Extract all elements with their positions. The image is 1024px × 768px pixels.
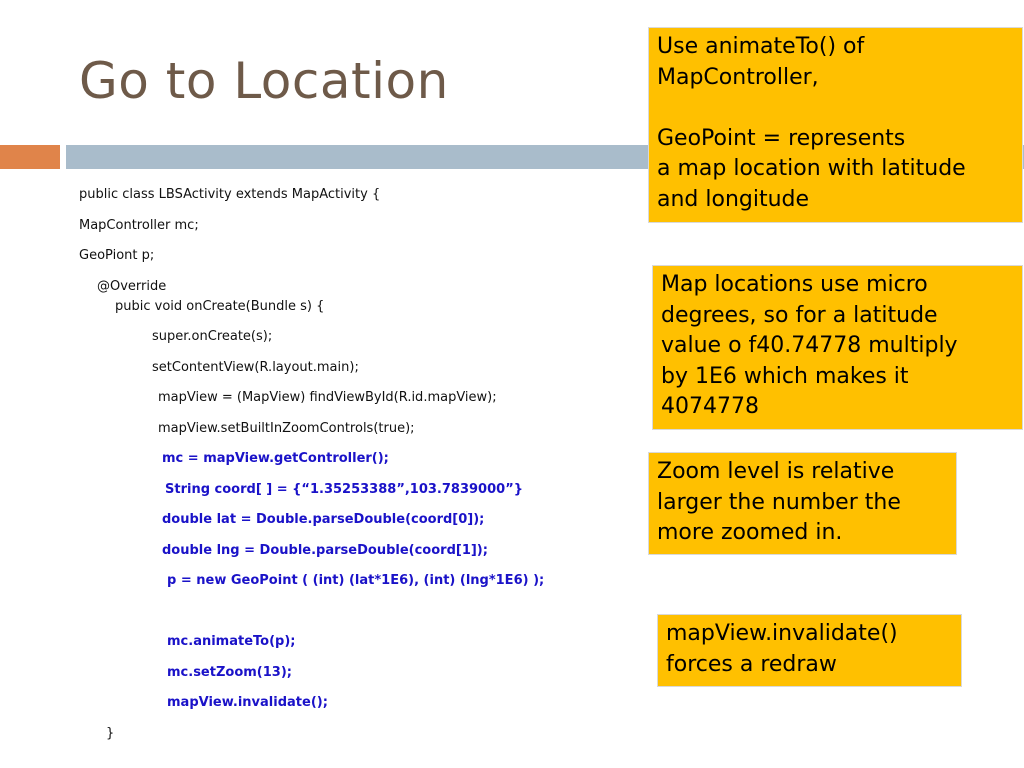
note-text: larger the number the <box>657 489 901 515</box>
note-text: mapView.invalidate() <box>666 621 898 646</box>
code-line: super.onCreate(s); <box>152 329 273 344</box>
code-line: mapView.setBuiltInZoomControls(true); <box>158 421 415 436</box>
code-line: mapView = (MapView) findViewById(R.id.mapView); <box>158 390 497 405</box>
note-text: Map locations use micro <box>661 272 928 297</box>
note-text: more zoomed in. <box>657 520 843 545</box>
note-text: 4074778 <box>661 394 759 419</box>
code-line-highlighted: mc.animateTo(p); <box>167 634 296 649</box>
note-text: Zoom level is relative <box>657 459 895 484</box>
code-line-highlighted: mapView.invalidate(); <box>167 695 328 710</box>
note-text: degrees, so for a latitude <box>661 302 938 328</box>
note-micro-degrees <box>652 265 1023 430</box>
note-text: value o f40.74778 multiply <box>661 333 958 358</box>
code-line: setContentView(R.layout.main); <box>152 360 359 375</box>
note-text: Use animateTo() of <box>657 34 865 59</box>
code-line: MapController mc; <box>79 218 199 233</box>
note-text: GeoPoint = represents <box>657 125 906 151</box>
code-line-highlighted: mc = mapView.getController(); <box>162 451 389 466</box>
title-accent-bar <box>0 145 60 169</box>
code-line: pubic void onCreate(Bundle s) { <box>115 299 325 314</box>
note-animate-to <box>648 27 1023 223</box>
note-text: a map location with latitude <box>657 156 966 181</box>
code-line: @Override <box>97 279 167 294</box>
code-line-highlighted: double lat = Double.parseDouble(coord[0]); <box>162 512 485 527</box>
code-line: public class LBSActivity extends MapActivity { <box>79 187 381 202</box>
note-zoom-level <box>648 452 957 555</box>
note-spacer <box>657 93 1014 124</box>
note-text: and longitude <box>657 186 810 212</box>
code-line-highlighted: mc.setZoom(13); <box>167 665 292 680</box>
note-text: MapController, <box>657 64 819 90</box>
note-text: forces a redraw <box>666 651 837 677</box>
code-line-highlighted: String coord[ ] = {“1.35253388”,103.7839000”} <box>165 482 523 497</box>
note-invalidate <box>657 614 962 687</box>
code-line-highlighted: double lng = Double.parseDouble(coord[1]); <box>162 543 488 558</box>
code-line: GeoPiont p; <box>79 248 155 263</box>
slide-title: Go to Location <box>79 52 449 110</box>
code-line-highlighted: p = new GeoPoint ( (int) (lat*1E6), (int) (lng*1E6) ); <box>167 573 545 588</box>
code-line: } <box>106 726 115 741</box>
note-text: by 1E6 which makes it <box>661 363 909 389</box>
